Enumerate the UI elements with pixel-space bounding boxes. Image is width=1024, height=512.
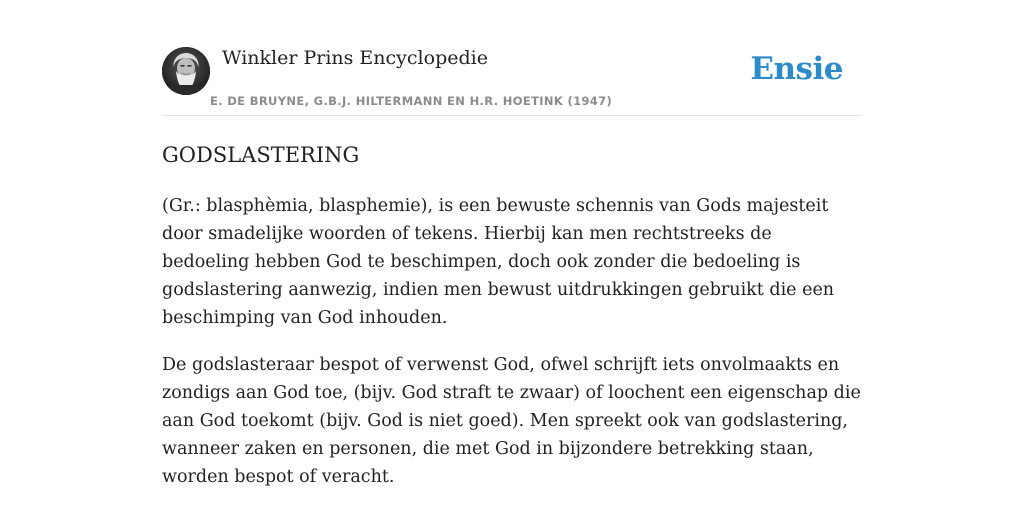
ensie-logo[interactable]: Ensie	[750, 51, 843, 87]
author-portrait-icon	[162, 47, 210, 95]
author-avatar[interactable]	[162, 47, 210, 95]
source-header	[162, 0, 862, 116]
authors-line: E. DE BRUYNE, G.B.J. HILTERMANN EN H.R. HOETINK (1947)	[210, 94, 613, 108]
article-page	[162, 0, 862, 487]
article-paragraph: (Gr.: blasphèmia, blasphemie), is een bewuste schennis van Gods majesteit door smadelijke woorden of tekens. Hierbij kan men rechtstreeks de bedoeling hebben God te beschimpen, doch ook zonder die bedoeling is godslastering aanwezig, indien men bewust uitdrukkingen gebruikt die een beschimping van God inhouden.	[162, 196, 835, 328]
article-paragraph: De godslasteraar bespot of verwenst God, ofwel schrijft iets onvolmaakts en zondigs aan God toe, (bijv. God straft te zwaar) of loochent een eigenschap die aan God toekomt (bijv. God is niet goed). Men spreekt ook van godslastering, wanneer zaken en personen, die met God in bijzondere betrekking staan, worden bespot of veracht.	[162, 355, 861, 487]
source-title[interactable]: Winkler Prins Encyclopedie	[222, 47, 488, 69]
article-title: GODSLASTERING	[162, 143, 360, 167]
